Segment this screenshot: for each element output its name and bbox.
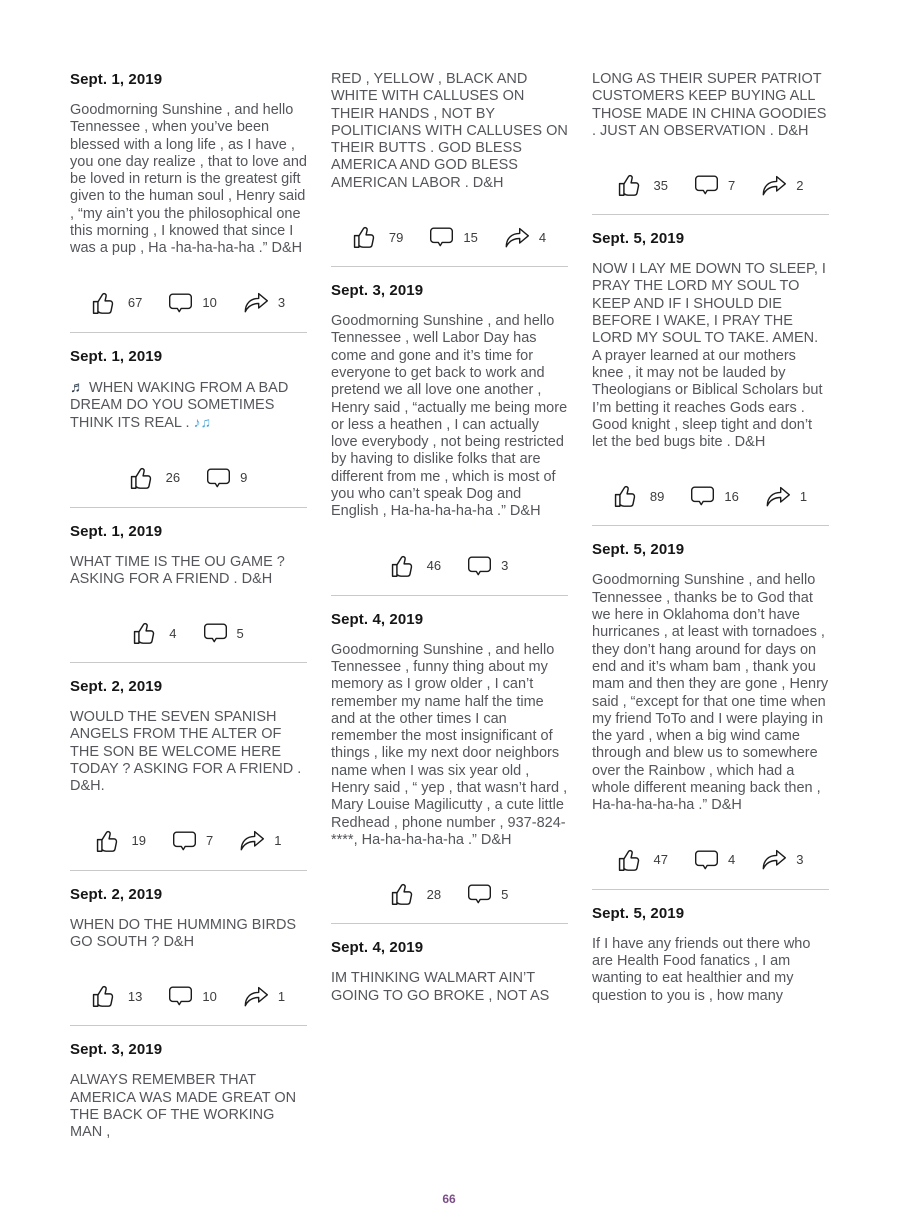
comment-stat [168, 986, 216, 1006]
like-count: 46 [426, 558, 442, 574]
comment-count: 10 [202, 295, 217, 311]
share-arrow-icon [761, 175, 787, 196]
like-count: 89 [649, 488, 665, 504]
post-stats [70, 984, 307, 1008]
post-text: NOW I LAY ME DOWN TO SLEEP, I PRAY THE LORD MY SOUL TO KEEP AND IF I SHOULD DIE BEFORE I WAKE, I PRAY THE LORD MY SOUL TO TAKE. AMEN. A prayer learned at our mothers knee , it may not be lauded by Theologians or Biblical Scholars but I’m betting it reaches Gods ears . Good knight , sleep tight and don’t let the bed bugs bite . D&H [592, 261, 826, 451]
thumbs-up-icon [133, 621, 160, 645]
like-stat [92, 291, 142, 315]
post-stats [331, 882, 568, 906]
like-count: 19 [131, 833, 146, 849]
comment-bubble-icon [467, 556, 492, 576]
comment-stat [172, 831, 213, 851]
post-text: RED , YELLOW , BLACK AND WHITE WITH CALLUSES ON THEIR HANDS , NOT BY POLITICIANS WITH CALLUSES ON THEIR BUTTS . GOD BLESS AMERICA AND GOD BLESS AMERICAN LABOR . D&H [331, 71, 568, 191]
post-text-body: WHEN WAKING FROM A BAD DREAM DO YOU SOMETIMES THINK ITS REAL . [70, 379, 289, 432]
post-date: Sept. 3, 2019 [70, 1041, 163, 1059]
post-stats [70, 291, 307, 315]
post-stats [592, 173, 829, 197]
like-stat [353, 225, 403, 249]
comment-count: 9 [240, 470, 248, 486]
comment-bubble-icon [690, 486, 715, 506]
thumbs-up-icon [96, 829, 123, 853]
share-stat [761, 849, 803, 870]
post-divider [331, 595, 568, 596]
share-count: 4 [538, 229, 547, 245]
thumbs-up-icon [92, 291, 119, 315]
share-arrow-icon [243, 986, 269, 1007]
post-date: Sept. 2, 2019 [70, 678, 163, 696]
thumbs-up-icon [614, 484, 641, 508]
comment-bubble-icon [172, 831, 197, 851]
comment-bubble-icon [694, 850, 719, 870]
comment-stat [467, 884, 508, 904]
column-middle [331, 71, 568, 1141]
comment-stat [206, 468, 247, 488]
share-count: 3 [277, 295, 286, 311]
comment-bubble-icon [168, 293, 193, 313]
thumbs-up-icon [618, 173, 645, 197]
post-text: WHAT TIME IS THE OU GAME ? ASKING FOR A FRIEND . D&H [70, 553, 285, 587]
post-divider [592, 214, 829, 215]
post-date: Sept. 1, 2019 [70, 522, 163, 540]
post-date: Sept. 1, 2019 [70, 71, 163, 88]
post-text: IM THINKING WALMART AIN’T GOING TO GO BROKE , NOT AS [331, 970, 550, 1004]
comment-count: 15 [463, 229, 478, 245]
share-stat [765, 486, 807, 507]
thumbs-up-icon [353, 225, 380, 249]
share-arrow-icon [765, 486, 791, 507]
share-stat [761, 175, 803, 196]
post-divider [70, 870, 307, 871]
post-divider [70, 332, 307, 333]
post [70, 348, 307, 490]
like-stat [391, 882, 441, 906]
comment-count: 10 [202, 988, 217, 1004]
post-stats [70, 621, 307, 645]
comment-stat [694, 175, 735, 195]
page-number: 66 [442, 1192, 456, 1206]
post [592, 230, 829, 508]
thumbs-up-icon [130, 466, 157, 490]
comment-stat [168, 293, 216, 313]
comment-stat [690, 486, 738, 506]
share-count: 1 [277, 988, 286, 1004]
post-divider [331, 266, 568, 267]
comment-bubble-icon [206, 468, 231, 488]
column-right [592, 71, 829, 1141]
post-text: Goodmorning Sunshine , and hello Tennessee , thanks be to God that we here in Oklahoma don’t have hurricanes , at least with tornadoes , they don’t hang around for days on end and it’s wham bam , thank you mam and then they are gone , Henry said , “except for that one time when my friend ToTo and I were playing in the yard , when a big wind came through and blew us to somewhere over the Rainbow , which had a whole different meaning back then , Ha-ha-ha-ha-ha .” D&H [592, 572, 829, 814]
like-stat [618, 848, 668, 872]
column-left [70, 71, 307, 1141]
post-text: Goodmorning Sunshine , and hello Tennessee , well Labor Day has come and gone and it’s time for everyone to get back to work and pretend we all love one another , Henry said , “actually me being more or less a heathen , I can actually love everybody , not being restricted by having to dislike folks that are different from me , which is most of you who can’t speak Dog and English , Ha-ha-ha-ha-ha .” D&H [331, 313, 568, 520]
post [331, 282, 568, 578]
like-count: 47 [653, 852, 668, 868]
comment-stat [203, 623, 244, 643]
post [70, 71, 307, 315]
share-count: 1 [274, 833, 282, 849]
share-arrow-icon [239, 830, 265, 851]
comment-count: 5 [501, 886, 509, 902]
post-divider [592, 889, 829, 890]
post-stats [331, 225, 568, 249]
post [331, 611, 568, 907]
post [331, 939, 568, 1005]
thumbs-up-icon [618, 848, 645, 872]
post-text: Goodmorning Sunshine , and hello Tennessee , when you’ve been blessed with a long life , as I have , you one day realize , that to love and be loved in return is the greatest gift given to the human soul , Henry said , “my ain’t you the philosophical one this morning , I knowed that since I was a pup , Ha -ha-ha-ha-ha .” D&H [70, 102, 307, 257]
post-text: Goodmorning Sunshine , and hello Tennessee , funny thing about my memory as I grow older , I can’t remember my name half the time and at the other times I can remember the most insignificant of things , like my next door neighbors name when I was six year old , Henry said , “ yep , that wasn’t hard , Mary Louise Magilicutty , a cute little Redhead , phone number , 937-824-****, Ha-ha-ha-ha-ha .” D&H [331, 641, 568, 848]
like-stat [618, 173, 668, 197]
share-stat [243, 292, 285, 313]
comment-count: 5 [236, 625, 244, 641]
post-date: Sept. 3, 2019 [331, 282, 424, 300]
comment-count: 7 [728, 177, 736, 193]
like-count: 13 [127, 988, 143, 1004]
post [70, 523, 307, 646]
share-stat [243, 986, 285, 1007]
thumbs-up-icon [391, 554, 418, 578]
post-date: Sept. 5, 2019 [592, 541, 685, 559]
post-text [70, 379, 307, 433]
post-divider [70, 662, 307, 663]
share-count: 1 [799, 488, 808, 504]
post-text: WHEN DO THE HUMMING BIRDS GO SOUTH ? D&H [70, 916, 297, 950]
share-arrow-icon [761, 849, 787, 870]
share-arrow-icon [504, 227, 530, 248]
post-text: If I have any friends out there who are Health Food fanatics , I am wanting to eat healthier and my question to you is , how many [592, 935, 811, 1004]
comment-bubble-icon [429, 227, 454, 247]
post-date: Sept. 4, 2019 [331, 939, 424, 957]
comment-bubble-icon [694, 175, 719, 195]
post-date: Sept. 2, 2019 [70, 885, 163, 903]
music-notes-icon: ♪♫ [193, 414, 212, 431]
post-continuation [331, 71, 568, 249]
post-stats [592, 848, 829, 872]
comment-bubble-icon [203, 623, 228, 643]
post-date: Sept. 5, 2019 [592, 230, 685, 248]
comment-stat [694, 850, 735, 870]
comment-count: 3 [501, 558, 509, 574]
post [70, 1041, 307, 1141]
like-stat [391, 554, 441, 578]
like-count: 4 [169, 625, 177, 641]
thumbs-up-icon [391, 882, 418, 906]
post [70, 678, 307, 852]
comment-stat [467, 556, 508, 576]
share-arrow-icon [243, 292, 269, 313]
post-date: Sept. 4, 2019 [331, 610, 424, 628]
comment-count: 4 [728, 852, 736, 868]
comment-stat [429, 227, 477, 247]
post-divider [70, 1025, 307, 1026]
post-divider [70, 507, 307, 508]
post-text: WOULD THE SEVEN SPANISH ANGELS FROM THE ALTER OF THE SON BE WELCOME HERE TODAY ? ASKING FOR A FRIEND . D&H. [70, 709, 302, 795]
post [70, 886, 307, 1009]
like-count: 26 [165, 470, 181, 486]
post-date: Sept. 5, 2019 [592, 904, 685, 922]
comment-count: 16 [724, 488, 739, 504]
post [592, 541, 829, 871]
post-stats [70, 466, 307, 490]
musical-score-icon: ♬ [70, 378, 85, 396]
comment-count: 7 [206, 833, 214, 849]
share-count: 3 [796, 852, 804, 868]
like-stat [133, 621, 176, 645]
comment-bubble-icon [168, 986, 193, 1006]
post-stats [592, 484, 829, 508]
like-count: 28 [426, 886, 442, 902]
post-stats [70, 829, 307, 853]
like-count: 79 [388, 229, 404, 245]
like-count: 35 [653, 177, 668, 193]
post [592, 905, 829, 1005]
share-stat [239, 830, 281, 851]
post-divider [331, 923, 568, 924]
share-stat [504, 227, 546, 248]
post-continuation [592, 71, 829, 197]
thumbs-up-icon [92, 984, 119, 1008]
post-date: Sept. 1, 2019 [70, 347, 163, 365]
comment-bubble-icon [467, 884, 492, 904]
like-count: 67 [127, 295, 143, 311]
post-divider [592, 525, 829, 526]
post-columns [70, 71, 829, 1141]
post-text: ALWAYS REMEMBER THAT AMERICA WAS MADE GREAT ON THE BACK OF THE WORKING MAN , [70, 1072, 297, 1141]
like-stat [96, 829, 146, 853]
like-stat [614, 484, 664, 508]
post-text: LONG AS THEIR SUPER PATRIOT CUSTOMERS KEEP BUYING ALL THOSE MADE IN CHINA GOODIES . JUST AN OBSERVATION . D&H [592, 71, 827, 139]
post-stats [331, 554, 568, 578]
share-count: 2 [796, 177, 804, 193]
like-stat [130, 466, 180, 490]
like-stat [92, 984, 142, 1008]
